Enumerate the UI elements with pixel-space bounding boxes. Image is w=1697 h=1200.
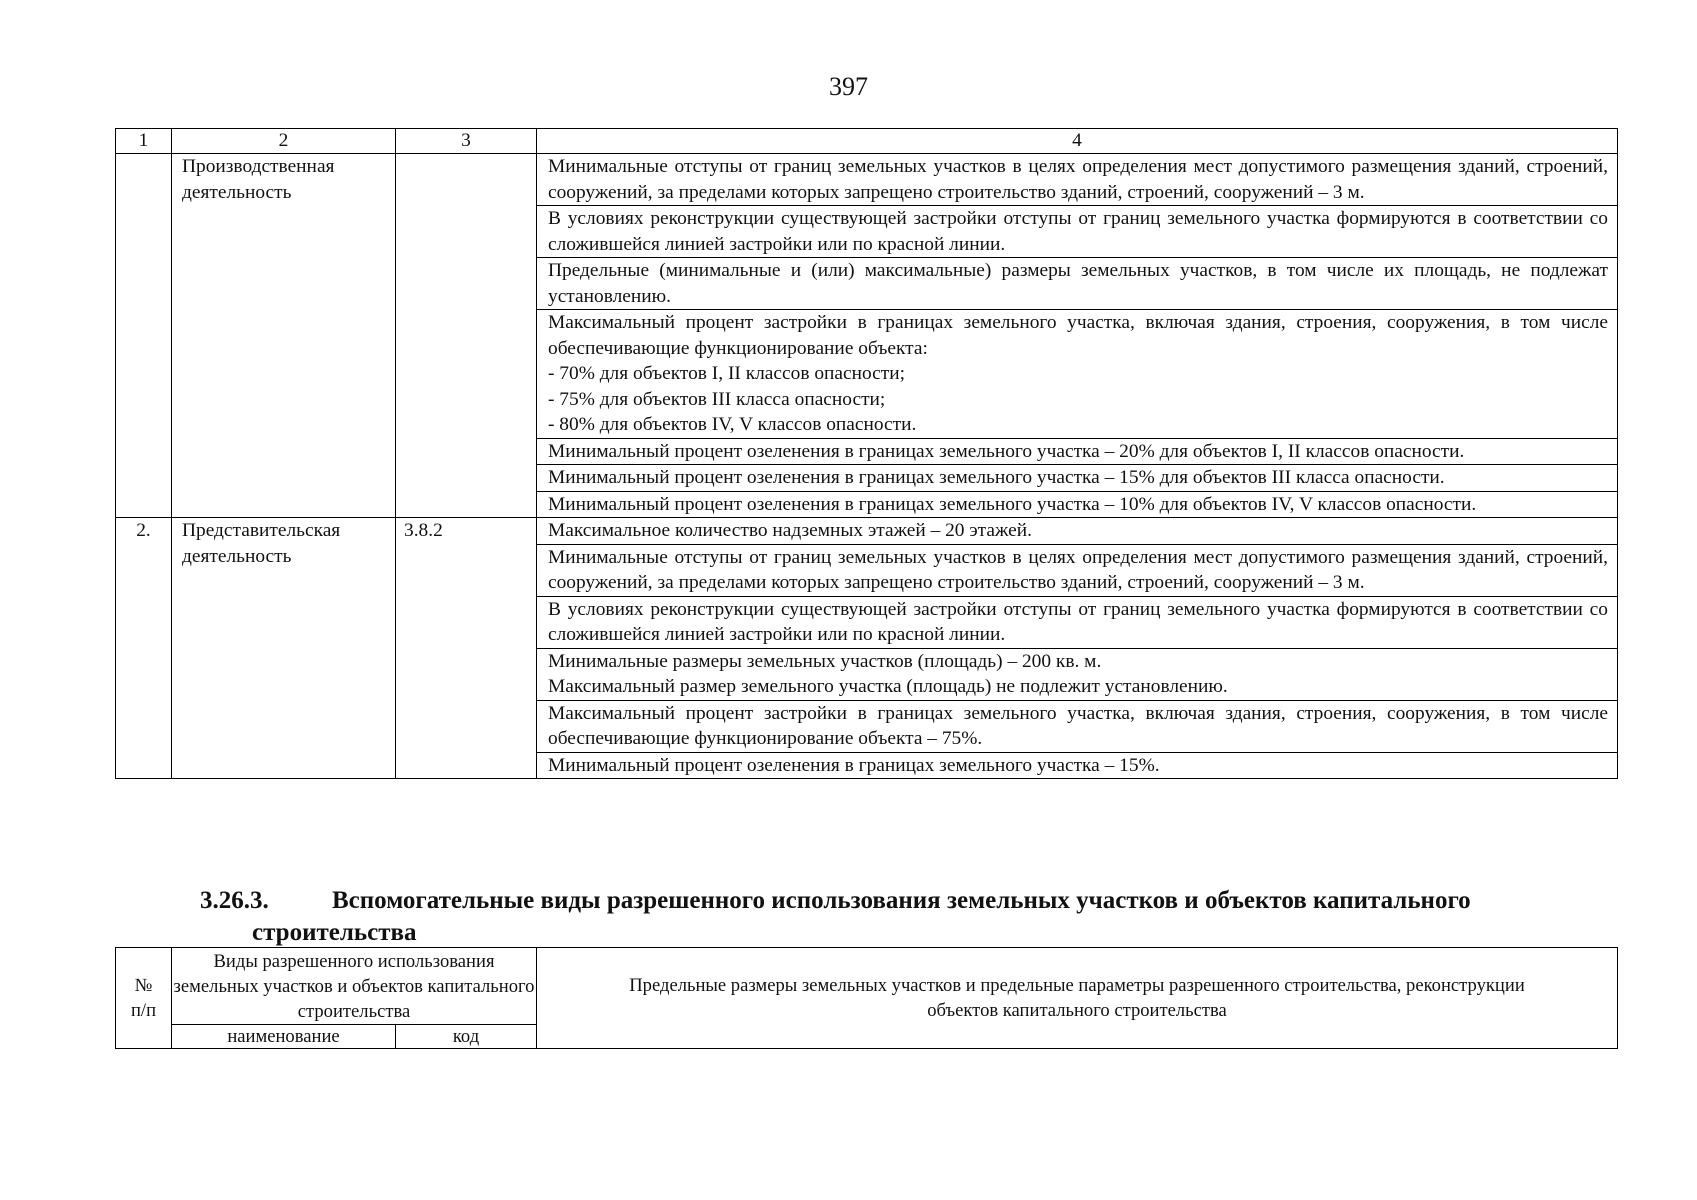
section-heading xyxy=(200,885,1620,949)
parameter-text: Минимальный процент озеленения в границах земельного участка – 10% для объектов IV, V классов опасности. xyxy=(537,491,1618,518)
auxiliary-uses-table-header xyxy=(115,947,1618,1049)
permitted-use-name: Представительская деятельность xyxy=(172,518,396,779)
parameters-header: Предельные размеры земельных участков и предельные параметры разрешенного строительства, реконструкции объектов капитального строительства xyxy=(537,948,1618,1049)
section-title-line1: Вспомогательные виды разрешенного использования земельных участков и объектов капитального xyxy=(332,887,1471,914)
parameter-text: Предельные (минимальные и (или) максимальные) размеры земельных участков, в том числе их площадь, не подлежат установлению. xyxy=(537,258,1618,310)
row-number: 2. xyxy=(116,518,172,779)
section-title-line2: строительства xyxy=(252,919,417,946)
table-row xyxy=(116,518,1618,545)
permitted-use-code xyxy=(396,154,537,518)
name-subheader: наименование xyxy=(172,1025,396,1049)
parameter-text: Минимальные отступы от границ земельных участков в целях определения мест допустимого размещения зданий, строений, сооружений, за пределами которых запрещено строительство зданий, строений, сооружений – 3 м. xyxy=(537,154,1618,206)
parameter-text: Минимальный процент озеленения в границах земельного участка – 15% для объектов III класса опасности. xyxy=(537,465,1618,492)
row-number xyxy=(116,154,172,518)
table-row xyxy=(116,154,1618,206)
permitted-use-name: Производственная деятельность xyxy=(172,154,396,518)
parameter-text: В условиях реконструкции существующей застройки отступы от границ земельного участка формируются в соответствии со сложившейся линией застройки или по красной линии. xyxy=(537,206,1618,258)
parameter-text: В условиях реконструкции существующей застройки отступы от границ земельного участка формируются в соответствии со сложившейся линией застройки или по красной линии. xyxy=(537,596,1618,648)
parameter-text: Минимальные отступы от границ земельных участков в целях определения мест допустимого размещения зданий, строений, сооружений, за пределами которых запрещено строительство зданий, строений, сооружений – 3 м. xyxy=(537,544,1618,596)
sequence-number-header: № п/п xyxy=(116,948,172,1049)
column-number-4: 4 xyxy=(537,129,1618,154)
parameter-text: Максимальный процент застройки в границах земельного участка, включая здания, строения, сооружения, в том числе обеспечивающие функционирование объекта: - 70% для объектов I, II классов опасности; - 75% для объектов III класса опасности; - 80% для объектов IV, V классов опасности. xyxy=(537,310,1618,439)
column-number-3: 3 xyxy=(396,129,537,154)
section-number: 3.26.3. xyxy=(200,887,269,914)
code-subheader: код xyxy=(396,1025,537,1049)
parameter-text: Максимальный процент застройки в границах земельного участка, включая здания, строения, сооружения, в том числе обеспечивающие функционирование объекта – 75%. xyxy=(537,700,1618,752)
parameter-text: Минимальные размеры земельных участков (площадь) – 200 кв. м. Максимальный размер земельного участка (площадь) не подлежит установлению. xyxy=(537,648,1618,700)
permitted-use-code: 3.8.2 xyxy=(396,518,537,779)
permitted-use-types-header: Виды разрешенного использования земельных участков и объектов капитального строительства xyxy=(172,948,537,1025)
parameter-text: Максимальное количество надземных этажей – 20 этажей. xyxy=(537,518,1618,545)
parameter-text: Минимальный процент озеленения в границах земельного участка – 15%. xyxy=(537,752,1618,779)
parameter-text: Минимальный процент озеленения в границах земельного участка – 20% для объектов I, II классов опасности. xyxy=(537,438,1618,465)
table-header-row xyxy=(116,129,1618,154)
page-number: 397 xyxy=(829,72,868,101)
column-number-1: 1 xyxy=(116,129,172,154)
column-number-2: 2 xyxy=(172,129,396,154)
land-use-parameters-table xyxy=(115,128,1618,779)
